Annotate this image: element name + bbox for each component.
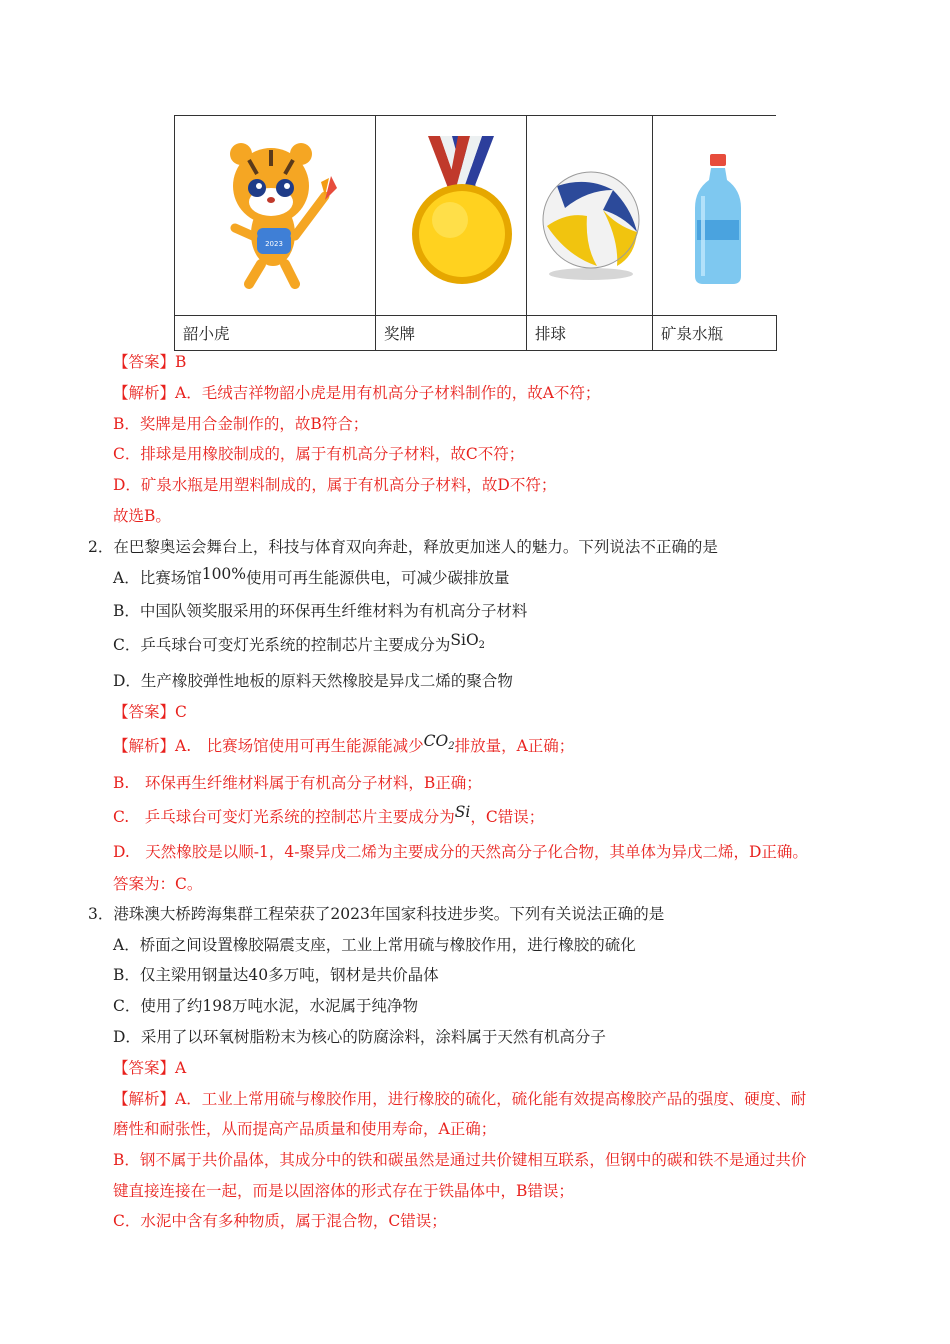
q3-option-d: D．采用了以环氧树脂粉末为核心的防腐涂料，涂料属于天然有机高分子 <box>113 1028 606 1046</box>
q2-conclusion: 答案为：C。 <box>113 875 203 893</box>
q2-analysis-c-pre: C. 乒乓球台可变灯光系统的控制芯片主要成分为 <box>113 808 455 826</box>
q2-analysis-a-sub: 2 <box>448 741 455 752</box>
q2-analysis-c-post: ，C错误； <box>470 808 545 826</box>
water-bottle-icon <box>653 116 776 311</box>
gold-medal-icon <box>376 116 526 311</box>
volleyball-icon <box>527 116 652 311</box>
q2-analysis-c <box>113 805 544 827</box>
q2-opt-c-formula: SiO <box>450 631 479 649</box>
q3-answer: 【答案】A <box>113 1059 187 1077</box>
q2-opt-c-formula-wrap <box>450 631 485 649</box>
q2-opt-c-sub: 2 <box>478 640 486 651</box>
q3-option-b: B．仅主梁用钢量达40多万吨，钢材是共价晶体 <box>113 966 439 984</box>
q2-answer: 【答案】C <box>113 703 187 721</box>
q1-analysis-a <box>113 381 600 403</box>
q3-analysis-b2: 键直接连接在一起，而是以固溶体的形式存在于铁晶体中，B错误； <box>113 1182 574 1200</box>
caption-volleyball: 排球 <box>527 316 653 351</box>
q2-analysis-a <box>113 734 574 757</box>
materials-table <box>174 115 777 351</box>
q3-option-c: C．使用了约198万吨水泥，水泥属于纯净物 <box>113 997 418 1015</box>
caption-medal: 奖牌 <box>376 316 527 351</box>
q1-analysis-c: C．排球是用橡胶制成的，属于有机高分子材料，故C不符； <box>113 445 525 463</box>
q3-analysis-a1-text: A．工业上常用硫与橡胶作用，进行橡胶的硫化，硫化能有效提高橡胶产品的强度、硬度、耐 <box>175 1090 807 1108</box>
q2-option-d: D．生产橡胶弹性地板的原料天然橡胶是异戊二烯的聚合物 <box>113 672 513 690</box>
caption-tiger: 韶小虎 <box>175 316 376 351</box>
tiger-mascot-icon <box>175 116 375 311</box>
bottle-cell <box>653 116 777 316</box>
q3-analysis-a1 <box>113 1087 806 1109</box>
tiger-year-label: 2023 <box>265 240 283 248</box>
tiger-cell <box>175 116 376 316</box>
q3-analysis-a2: 磨性和耐张性，从而提高产品质量和使用寿命，A正确； <box>113 1120 497 1138</box>
q1-analysis-a-text: A．毛绒吉祥物韶小虎是用有机高分子材料制作的，故A不符； <box>175 384 601 402</box>
q2-analysis-a-pre: A. 比赛场馆使用可再生能源能减少 <box>175 737 424 755</box>
q1-analysis-d: D．矿泉水瓶是用塑料制成的，属于有机高分子材料，故D不符； <box>113 476 557 494</box>
q2-opt-a-pre: A．比赛场馆 <box>113 569 202 587</box>
q2-opt-a-post: 使用可再生能源供电，可减少碳排放量 <box>246 569 510 587</box>
q2-opt-c-pre: C．乒乓球台可变灯光系统的控制芯片主要成分为 <box>113 636 451 654</box>
q3-analysis-label: 【解析】 <box>113 1090 176 1108</box>
q2-analysis-a-post: 排放量，A正确； <box>454 737 575 755</box>
q3-analysis-b1: B．钢不属于共价晶体，其成分中的铁和碳虽然是通过共价键相互联系，但钢中的碳和铁不是通过共价 <box>113 1151 807 1169</box>
q2-analysis-a-formula: CO <box>423 732 449 750</box>
q1-answer: 【答案】B <box>113 353 187 371</box>
q1-analysis-label: 【解析】 <box>113 384 176 402</box>
q3-stem: 3．港珠澳大桥跨海集群工程荣获了2023年国家科技进步奖。下列有关说法正确的是 <box>88 905 665 923</box>
q2-analysis-label: 【解析】 <box>113 737 176 755</box>
q2-option-b: B．中国队领奖服采用的环保再生纤维材料为有机高分子材料 <box>113 602 528 620</box>
q2-analysis-b: B. 环保再生纤维材料属于有机高分子材料，B正确； <box>113 774 482 792</box>
volleyball-cell <box>527 116 653 316</box>
caption-bottle: 矿泉水瓶 <box>653 316 777 351</box>
q2-option-c <box>113 633 485 656</box>
q2-analysis-d: D. 天然橡胶是以顺-1，4-聚异戊二烯为主要成分的天然高分子化合物，其单体为异戊二烯，D正确。 <box>113 843 808 861</box>
q3-analysis-c: C．水泥中含有多种物质，属于混合物，C错误； <box>113 1212 447 1230</box>
q2-analysis-c-formula: Si <box>454 803 471 821</box>
q2-opt-a-num: 100% <box>201 565 247 583</box>
q1-conclusion: 故选B。 <box>113 507 171 525</box>
q2-option-a <box>113 566 510 588</box>
medal-cell <box>376 116 527 316</box>
q2-analysis-a-formula-wrap <box>424 732 455 750</box>
q1-analysis-b: B．奖牌是用合金制作的，故B符合； <box>113 415 369 433</box>
q3-option-a: A．桥面之间设置橡胶隔震支座，工业上常用硫与橡胶作用，进行橡胶的硫化 <box>113 936 636 954</box>
q2-stem: 2．在巴黎奥运会舞台上，科技与体育双向奔赴，释放更加迷人的魅力。下列说法不正确的是 <box>88 538 718 556</box>
